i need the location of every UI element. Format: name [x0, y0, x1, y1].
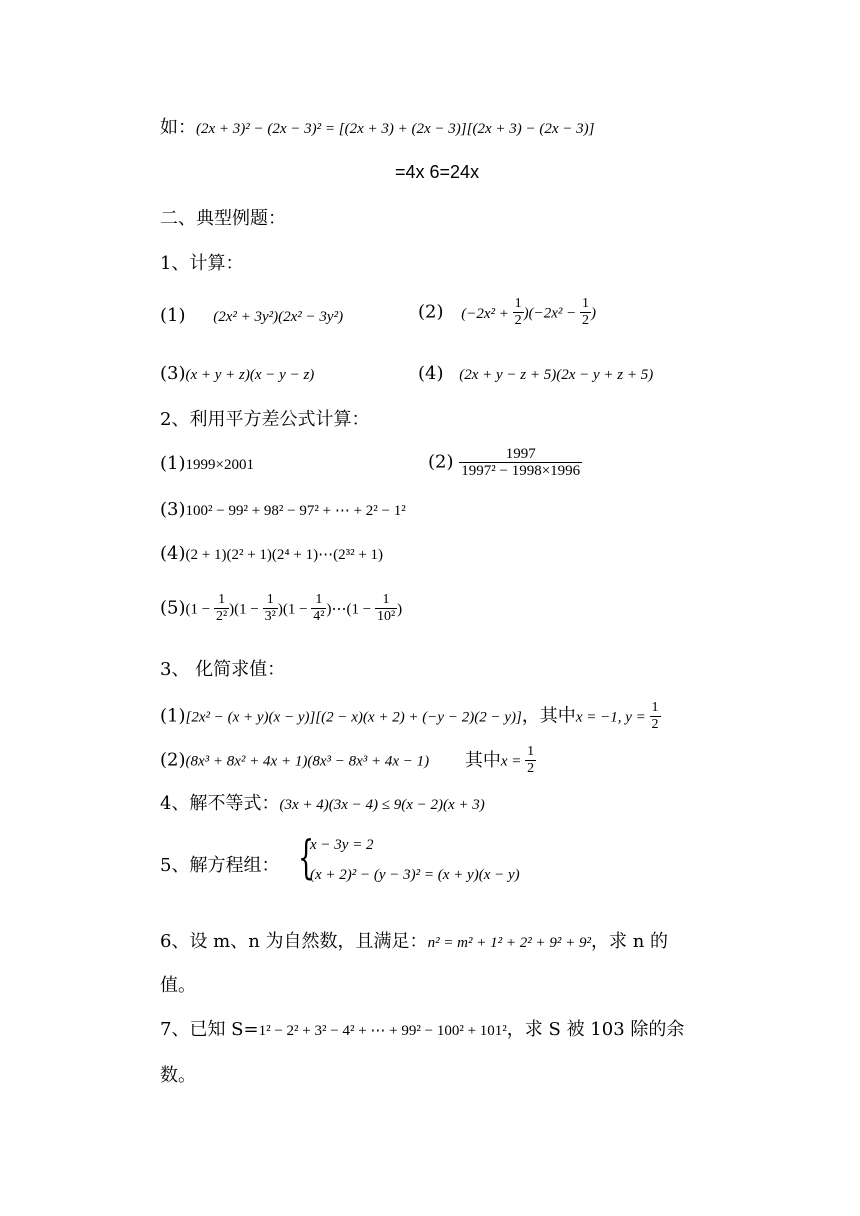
- q7-text-a: 7、已知 S=: [160, 1019, 259, 1040]
- q1-item-2-label: (2): [418, 301, 444, 323]
- section-title: 二、典型例题：: [160, 208, 286, 229]
- q6-expr: n² = m² + 1² + 2² + 9² + 9²: [427, 935, 591, 951]
- q5-title: 5、解方程组：: [160, 855, 280, 876]
- q1-item-4-label: (4): [418, 363, 444, 384]
- fraction-1-over-2sq: [214, 592, 229, 625]
- q3-item-2-label: (2): [160, 749, 186, 771]
- q3-item-1-where: ，其中: [521, 705, 576, 727]
- q2-item-1-expr: 1999×2001: [185, 457, 254, 473]
- paren-open: (1 −: [185, 601, 214, 618]
- q2-item-2-fraction: [459, 446, 582, 479]
- intro-line: [160, 116, 594, 141]
- q3-item-2-cond: x =: [500, 753, 526, 770]
- q2-item-1: [160, 452, 254, 477]
- q3-item-2: [160, 744, 536, 777]
- q5-eq2: [310, 862, 520, 887]
- q1-item-4: [418, 362, 653, 387]
- q6-line: [160, 930, 668, 955]
- q1-item-2-fraction-1: [513, 296, 524, 329]
- q2-item-5-label: (5): [160, 597, 186, 619]
- q1-item-3-expr: (x + y + z)(x − y − z): [185, 367, 315, 383]
- q5-eq1-expr: x − 3y = 2: [310, 837, 374, 853]
- intro-result: =4x 6=24x: [395, 162, 480, 182]
- q6-text-c: 值。: [160, 975, 196, 996]
- q1-item-2-fraction-2: [580, 296, 591, 329]
- q1-title: 1、计算：: [160, 253, 244, 274]
- q2-item-5: [160, 592, 402, 625]
- frac-numerator: 1: [311, 592, 326, 609]
- q1-item-3-label: (3): [160, 363, 186, 384]
- frac-numerator: 1: [582, 296, 590, 311]
- q3-item-1-fraction: [650, 700, 661, 733]
- q7-text-b: ，求 S 被 103 除的余: [506, 1019, 685, 1040]
- q5-eq1: [310, 832, 374, 857]
- q7-line: [160, 1018, 684, 1043]
- frac-numerator: 1997: [459, 446, 582, 463]
- q3-item-2-fraction: [525, 744, 536, 777]
- frac-denominator: 2: [582, 313, 590, 328]
- q3-item-2-expr: (8x³ + 8x² + 4x + 1)(8x³ − 8x³ + 4x − 1): [185, 753, 430, 770]
- q2-item-2: [428, 446, 582, 479]
- q1-item-1-label: (1): [160, 305, 186, 326]
- paren-mid: )(1 −: [277, 601, 312, 618]
- intro-prefix: 如：: [160, 117, 196, 138]
- fraction-1-over-10sq: [375, 592, 397, 625]
- paren-ellipsis: )⋯(1 −: [326, 601, 375, 618]
- frac-numerator: 1: [214, 592, 229, 609]
- frac-denominator: 2²: [215, 609, 228, 624]
- q3-title: 3、 化简求值：: [160, 659, 286, 680]
- frac-denominator: 2: [651, 717, 659, 732]
- frac-denominator: 4²: [313, 609, 325, 624]
- q1-item-2: [418, 296, 596, 329]
- frac-numerator: 1: [263, 592, 278, 609]
- q7-text-c: 数。: [160, 1065, 196, 1086]
- q2-item-4-label: (4): [160, 543, 186, 564]
- fraction-1-over-3sq: [263, 592, 278, 625]
- frac-numerator: 1: [527, 744, 535, 759]
- q4-expr: (3x + 4)(3x − 4) ≤ 9(x − 2)(x + 3): [279, 797, 485, 813]
- paren-close: ): [397, 601, 403, 618]
- q4-line: [160, 792, 485, 817]
- frac-numerator: 1: [651, 700, 659, 715]
- frac-denominator: 2: [527, 761, 535, 776]
- q2-item-4: [160, 542, 383, 567]
- q1-item-4-expr: (2x + y − z + 5)(2x − y + z + 5): [459, 367, 654, 383]
- q3-item-1: [160, 700, 661, 733]
- q3-item-2-where: 其中: [464, 749, 501, 771]
- q3-item-1-cond: x = −1, y =: [575, 709, 650, 726]
- intro-formula: (2x + 3)² − (2x − 3)² = [(2x + 3) + (2x − 3)][(2x + 3) − (2x − 3)]: [196, 121, 595, 137]
- q4-title: 4、解不等式：: [160, 793, 280, 814]
- q2-item-3-label: (3): [160, 499, 186, 520]
- frac-denominator: 3²: [264, 609, 276, 624]
- fraction-1-over-4sq: [311, 592, 326, 625]
- q7-expr: 1² − 2² + 3² − 4² + ⋯ + 99² − 100² + 101²: [258, 1023, 507, 1039]
- q6-text-a: 6、设 m、n 为自然数，且满足：: [160, 931, 428, 952]
- paren-mid: )(1 −: [229, 601, 263, 618]
- q1-item-1: [160, 304, 343, 329]
- q2-title: 2、利用平方差公式计算：: [160, 409, 370, 430]
- q5-eq2-expr: (x + 2)² − (y − 3)² = (x + y)(x − y): [310, 867, 520, 883]
- frac-denominator: 2: [514, 313, 522, 328]
- frac-denominator: 10²: [376, 609, 396, 624]
- frac-numerator: 1: [375, 592, 397, 609]
- q2-item-3: [160, 498, 406, 523]
- system-brace: {: [298, 830, 315, 884]
- frac-numerator: 1: [514, 296, 522, 311]
- frac-denominator: 1997² − 1998×1996: [461, 463, 581, 479]
- q1-item-3: [160, 362, 314, 387]
- q3-item-1-label: (1): [160, 705, 186, 727]
- q2-item-2-label: (2): [428, 451, 454, 473]
- q1-item-2-expr-b: )(−2x² −: [523, 305, 581, 322]
- q2-item-4-expr: (2 + 1)(2² + 1)(2⁴ + 1)⋯(2³² + 1): [185, 547, 384, 563]
- q2-item-1-label: (1): [160, 453, 186, 474]
- q1-item-2-expr-a: (−2x² +: [461, 305, 513, 322]
- q1-item-1-expr: (2x² + 3y²)(2x² − 3y²): [213, 309, 344, 325]
- q1-item-2-expr-c: ): [591, 305, 597, 322]
- q6-text-b: ，求 n 的: [591, 931, 669, 952]
- q2-item-3-expr: 100² − 99² + 98² − 97² + ⋯ + 2² − 1²: [185, 503, 406, 519]
- q3-item-1-expr: [2x² − (x + y)(x − y)][(2 − x)(x + 2) + (−y − 2)(2 − y)]: [185, 709, 522, 726]
